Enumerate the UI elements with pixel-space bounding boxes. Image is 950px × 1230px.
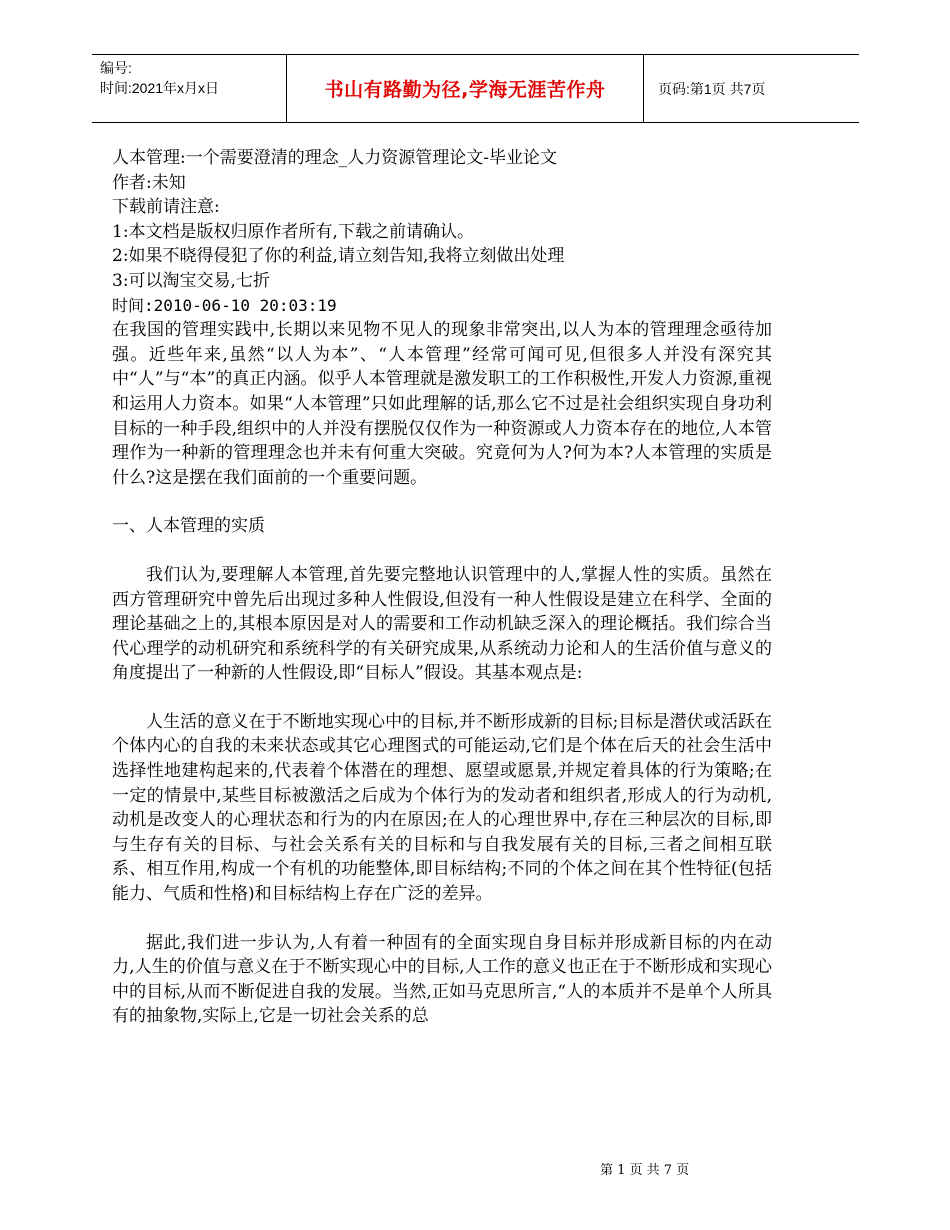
document-header bbox=[92, 54, 859, 123]
time-label: 时间:2021年x月x日 bbox=[100, 80, 220, 96]
document-time: 时间:2010-06-10 20:03:19 bbox=[112, 295, 337, 315]
section-heading: 一、人本管理的实质 bbox=[112, 516, 265, 537]
intro-paragraph: 在我国的管理实践中,长期以来见物不见人的现象非常突出,以人为本的管理理念亟待加强。近些年来,虽然“以人为本”、“人本管理”经常可闻可见,但很多人并没有深究其中“人”与“本”的真正内涵。似乎人本管理就是激发职工的工作积极性,开发人力资源,重视和运用人力资本。如果“人本管理”只如此理解的话,那么它不过是社会组织实现自身功利目标的一种手段,组织中的人并没有摆脱仅仅作为一种资源或人力资本存在的地位,人本管理作为一种新的管理理念也并未有何重大突破。究竟何为人?何为本?人本管理的实质是什么?这是摆在我们面前的一个重要问题。 bbox=[112, 320, 772, 488]
body-paragraph: 我们认为,要理解人本管理,首先要完整地认识管理中的人,掌握人性的实质。虽然在西方管理研究中曾先后出现过多种人性假设,但没有一种人性假设是建立在科学、全面的理论基础之上的,其根本原因是对人的需要和工作动机缺乏深入的理论概括。我们综合当代心理学的动机研究和系统科学的有关研究成果,从系统动力论和人的生活价值与意义的角度提出了一种新的人性假设,即“目标人”假设。其基本观点是: bbox=[112, 564, 772, 684]
body-paragraph: 据此,我们进一步认为,人有着一种固有的全面实现自身目标并形成新目标的内在动力,人生的价值与意义在于不断实现心中的目标,人工作的意义也正在于不断形成和实现心中的目标,从而不断促进自我的发展。当然,正如马克思所言,“人的本质并不是单个人所具有的抽象物,实际上,它是一切社会关系的总 bbox=[112, 932, 772, 1027]
header-page-label: 页码:第1页 共7页 bbox=[658, 81, 766, 97]
body-paragraph: 人生活的意义在于不断地实现心中的目标,并不断形成新的目标;目标是潜伏或活跃在个体内心的自我的未来状态或其它心理图式的可能运动,它们是个体在后天的社会生活中选择性地建构起来的,代表着个体潜在的理想、愿望或愿景,并规定着具体的行为策略;在一定的情景中,某些目标被激活之后成为个体行为的发动者和组织者,形成人的行为动机,动机是改变人的心理状态和行为的内在原因;在人的心理世界中,存在三种层次的目标,即与生存有关的目标、与社会关系有关的目标和与自我发展有关的目标,三者之间相互联系、相互作用,构成一个有机的功能整体,即目标结构;不同的个体之间在其个性特征(包括能力、气质和性格)和目标结构上存在广泛的差异。 bbox=[112, 711, 772, 905]
header-meta bbox=[100, 58, 280, 98]
header-motto: 书山有路勤为径,学海无涯苦作舟 bbox=[324, 79, 606, 101]
notice-heading: 下载前请注意: bbox=[112, 197, 220, 218]
header-motto-cell bbox=[286, 55, 644, 122]
page-footer: 第 1 页 共 7 页 bbox=[600, 1163, 690, 1178]
notice-item: 3:可以淘宝交易,七折 bbox=[112, 270, 270, 291]
document-body bbox=[112, 146, 772, 1029]
notice-item: 2:如果不晓得侵犯了你的利益,请立刻告知,我将立刻做出处理 bbox=[112, 246, 565, 267]
number-label: 编号: bbox=[100, 60, 132, 76]
notice-item: 1:本文档是版权归原作者所有,下载之前请确认。 bbox=[112, 221, 474, 242]
document-author: 作者:未知 bbox=[112, 172, 186, 193]
document-title: 人本管理:一个需要澄清的理念_人力资源管理论文-毕业论文 bbox=[112, 148, 557, 168]
